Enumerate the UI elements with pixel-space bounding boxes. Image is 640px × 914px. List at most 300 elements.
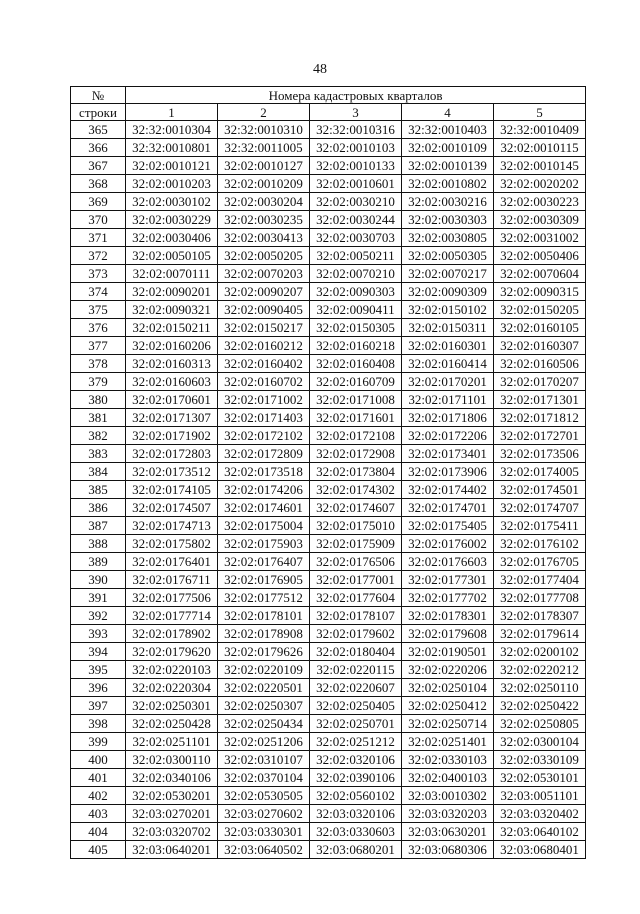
- table-row: [71, 211, 586, 229]
- quarter-number-cell: 32:02:0070604: [494, 265, 586, 283]
- quarter-number-cell: 32:32:0010304: [126, 121, 218, 139]
- quarter-number-cell: 32:02:0070203: [218, 265, 310, 283]
- table-row: [71, 193, 586, 211]
- quarter-number-cell: 32:02:0010133: [310, 157, 402, 175]
- table-row: [71, 373, 586, 391]
- quarter-number-cell: 32:02:0050406: [494, 247, 586, 265]
- quarter-number-cell: 32:02:0370104: [218, 769, 310, 787]
- quarter-number-cell: 32:02:0150102: [402, 301, 494, 319]
- quarter-number-cell: 32:02:0030235: [218, 211, 310, 229]
- quarter-number-cell: 32:02:0030303: [402, 211, 494, 229]
- quarter-number-cell: 32:02:0220212: [494, 661, 586, 679]
- row-number: 373: [71, 265, 126, 283]
- quarter-number-cell: 32:02:0176905: [218, 571, 310, 589]
- quarter-number-cell: 32:02:0251206: [218, 733, 310, 751]
- quarter-number-cell: 32:02:0179602: [310, 625, 402, 643]
- quarter-number-cell: 32:02:0176603: [402, 553, 494, 571]
- quarter-number-cell: 32:02:0174105: [126, 481, 218, 499]
- quarter-number-cell: 32:02:0090309: [402, 283, 494, 301]
- quarter-number-cell: 32:02:0010115: [494, 139, 586, 157]
- quarter-number-cell: 32:02:0250307: [218, 697, 310, 715]
- quarter-number-cell: 32:02:0010802: [402, 175, 494, 193]
- quarter-number-cell: 32:02:0175903: [218, 535, 310, 553]
- quarter-number-cell: 32:02:0250805: [494, 715, 586, 733]
- table-row: [71, 427, 586, 445]
- table-row: [71, 841, 586, 859]
- quarter-number-cell: 32:02:0177604: [310, 589, 402, 607]
- quarter-number-cell: 32:03:0270602: [218, 805, 310, 823]
- quarter-number-cell: 32:02:0150211: [126, 319, 218, 337]
- table-row: [71, 679, 586, 697]
- quarter-number-cell: 32:32:0010801: [126, 139, 218, 157]
- table-row: [71, 247, 586, 265]
- quarter-number-cell: 32:03:0640201: [126, 841, 218, 859]
- quarter-number-cell: 32:02:0310107: [218, 751, 310, 769]
- quarter-number-cell: 32:02:0176407: [218, 553, 310, 571]
- quarter-number-cell: 32:02:0177702: [402, 589, 494, 607]
- quarter-number-cell: 32:02:0530201: [126, 787, 218, 805]
- quarter-number-cell: 32:02:0170201: [402, 373, 494, 391]
- row-number: 387: [71, 517, 126, 535]
- quarter-number-cell: 32:02:0172701: [494, 427, 586, 445]
- quarter-number-cell: 32:02:0172102: [218, 427, 310, 445]
- table-body: [71, 121, 586, 859]
- quarter-number-cell: 32:02:0560102: [310, 787, 402, 805]
- quarter-number-cell: 32:32:0010409: [494, 121, 586, 139]
- row-number: 403: [71, 805, 126, 823]
- table-row: [71, 589, 586, 607]
- quarter-number-cell: 32:03:0330603: [310, 823, 402, 841]
- table-row: [71, 751, 586, 769]
- table-row: [71, 445, 586, 463]
- quarter-number-cell: 32:03:0630201: [402, 823, 494, 841]
- quarter-number-cell: 32:02:0176705: [494, 553, 586, 571]
- row-number: 401: [71, 769, 126, 787]
- row-number: 385: [71, 481, 126, 499]
- quarter-number-cell: 32:02:0171403: [218, 409, 310, 427]
- table-row: [71, 319, 586, 337]
- quarter-number-cell: 32:02:0170207: [494, 373, 586, 391]
- table-row: [71, 733, 586, 751]
- quarter-number-cell: 32:02:0160212: [218, 337, 310, 355]
- table-row: [71, 355, 586, 373]
- quarter-number-cell: 32:02:0250412: [402, 697, 494, 715]
- quarter-number-cell: 32:02:0175909: [310, 535, 402, 553]
- table-row: [71, 553, 586, 571]
- row-number: 396: [71, 679, 126, 697]
- page-number: 48: [313, 62, 327, 77]
- quarter-number-cell: 32:02:0030703: [310, 229, 402, 247]
- quarter-number-cell: 32:02:0220501: [218, 679, 310, 697]
- quarter-number-cell: 32:02:0030244: [310, 211, 402, 229]
- header-row-columns: [71, 104, 586, 121]
- row-number: 389: [71, 553, 126, 571]
- row-number: 370: [71, 211, 126, 229]
- column-header-2: 2: [218, 104, 310, 121]
- quarter-number-cell: 32:02:0170601: [126, 391, 218, 409]
- quarter-number-cell: 32:02:0174206: [218, 481, 310, 499]
- quarter-number-cell: 32:02:0090201: [126, 283, 218, 301]
- quarter-number-cell: 32:02:0020202: [494, 175, 586, 193]
- header-num-label: №: [71, 87, 126, 104]
- row-number: 371: [71, 229, 126, 247]
- table-row: [71, 481, 586, 499]
- column-header-1: 1: [126, 104, 218, 121]
- column-header-5: 5: [494, 104, 586, 121]
- quarter-number-cell: 32:02:0070210: [310, 265, 402, 283]
- quarter-number-cell: 32:02:0160603: [126, 373, 218, 391]
- row-number: 392: [71, 607, 126, 625]
- table-row: [71, 175, 586, 193]
- quarter-number-cell: 32:02:0250701: [310, 715, 402, 733]
- quarter-number-cell: 32:02:0030102: [126, 193, 218, 211]
- quarter-number-cell: 32:02:0176401: [126, 553, 218, 571]
- row-number: 394: [71, 643, 126, 661]
- quarter-number-cell: 32:02:0171008: [310, 391, 402, 409]
- header-row-top: [71, 87, 586, 104]
- row-number: 372: [71, 247, 126, 265]
- quarter-number-cell: 32:32:0010310: [218, 121, 310, 139]
- quarter-number-cell: 32:02:0160506: [494, 355, 586, 373]
- quarter-number-cell: 32:02:0171002: [218, 391, 310, 409]
- quarter-number-cell: 32:02:0175004: [218, 517, 310, 535]
- quarter-number-cell: 32:02:0330103: [402, 751, 494, 769]
- quarter-number-cell: 32:02:0250301: [126, 697, 218, 715]
- table-row: [71, 571, 586, 589]
- quarter-number-cell: 32:02:0171301: [494, 391, 586, 409]
- quarter-number-cell: 32:02:0030210: [310, 193, 402, 211]
- quarter-number-cell: 32:02:0176002: [402, 535, 494, 553]
- quarter-number-cell: 32:02:0090207: [218, 283, 310, 301]
- quarter-number-cell: 32:02:0177404: [494, 571, 586, 589]
- quarter-number-cell: 32:02:0178902: [126, 625, 218, 643]
- quarter-number-cell: 32:02:0250714: [402, 715, 494, 733]
- table-row: [71, 625, 586, 643]
- row-number: 381: [71, 409, 126, 427]
- header-group-title: Номера кадастровых кварталов: [126, 87, 586, 104]
- quarter-number-cell: 32:02:0173518: [218, 463, 310, 481]
- quarter-number-cell: 32:02:0160408: [310, 355, 402, 373]
- quarter-number-cell: 32:02:0171601: [310, 409, 402, 427]
- quarter-number-cell: 32:02:0251212: [310, 733, 402, 751]
- quarter-number-cell: 32:02:0090411: [310, 301, 402, 319]
- quarter-number-cell: 32:02:0250110: [494, 679, 586, 697]
- row-number: 367: [71, 157, 126, 175]
- table-row: [71, 157, 586, 175]
- table-row: [71, 643, 586, 661]
- quarter-number-cell: 32:02:0179620: [126, 643, 218, 661]
- quarter-number-cell: 32:02:0178101: [218, 607, 310, 625]
- quarter-number-cell: 32:02:0174507: [126, 499, 218, 517]
- quarter-number-cell: 32:02:0160206: [126, 337, 218, 355]
- quarter-number-cell: 32:02:0070111: [126, 265, 218, 283]
- quarter-number-cell: 32:03:0320203: [402, 805, 494, 823]
- quarter-number-cell: 32:02:0160301: [402, 337, 494, 355]
- quarter-number-cell: 32:02:0174005: [494, 463, 586, 481]
- row-number: 397: [71, 697, 126, 715]
- quarter-number-cell: 32:02:0250422: [494, 697, 586, 715]
- row-number: 382: [71, 427, 126, 445]
- quarter-number-cell: 32:02:0090405: [218, 301, 310, 319]
- quarter-number-cell: 32:02:0172908: [310, 445, 402, 463]
- quarter-number-cell: 32:02:0090303: [310, 283, 402, 301]
- table-row: [71, 265, 586, 283]
- quarter-number-cell: 32:02:0030309: [494, 211, 586, 229]
- quarter-number-cell: 32:02:0160414: [402, 355, 494, 373]
- row-number: 395: [71, 661, 126, 679]
- table-row: [71, 715, 586, 733]
- quarter-number-cell: 32:02:0171902: [126, 427, 218, 445]
- table-row: [71, 823, 586, 841]
- quarter-number-cell: 32:03:0640102: [494, 823, 586, 841]
- quarter-number-cell: 32:02:0030223: [494, 193, 586, 211]
- quarter-number-cell: 32:02:0179614: [494, 625, 586, 643]
- quarter-number-cell: 32:02:0177506: [126, 589, 218, 607]
- quarter-number-cell: 32:02:0178301: [402, 607, 494, 625]
- quarter-number-cell: 32:02:0173506: [494, 445, 586, 463]
- quarter-number-cell: 32:02:0150305: [310, 319, 402, 337]
- row-number: 375: [71, 301, 126, 319]
- quarter-number-cell: 32:03:0320402: [494, 805, 586, 823]
- header-num-sublabel: строки: [71, 104, 126, 121]
- quarter-number-cell: 32:02:0180404: [310, 643, 402, 661]
- quarter-number-cell: 32:02:0177708: [494, 589, 586, 607]
- quarter-number-cell: 32:02:0171806: [402, 409, 494, 427]
- quarter-number-cell: 32:02:0160307: [494, 337, 586, 355]
- quarter-number-cell: 32:02:0220103: [126, 661, 218, 679]
- quarter-number-cell: 32:02:0330109: [494, 751, 586, 769]
- quarter-number-cell: 32:02:0220206: [402, 661, 494, 679]
- quarter-number-cell: 32:02:0050211: [310, 247, 402, 265]
- row-number: 365: [71, 121, 126, 139]
- quarter-number-cell: 32:02:0177714: [126, 607, 218, 625]
- quarter-number-cell: 32:02:0340106: [126, 769, 218, 787]
- quarter-number-cell: 32:02:0300104: [494, 733, 586, 751]
- table-row: [71, 229, 586, 247]
- quarter-number-cell: 32:02:0174402: [402, 481, 494, 499]
- quarter-number-cell: 32:02:0174607: [310, 499, 402, 517]
- row-number: 379: [71, 373, 126, 391]
- row-number: 374: [71, 283, 126, 301]
- quarter-number-cell: 32:02:0172206: [402, 427, 494, 445]
- row-number: 393: [71, 625, 126, 643]
- table-row: [71, 661, 586, 679]
- row-number: 384: [71, 463, 126, 481]
- quarter-number-cell: 32:02:0010127: [218, 157, 310, 175]
- quarter-number-cell: 32:02:0050105: [126, 247, 218, 265]
- quarter-number-cell: 32:02:0250104: [402, 679, 494, 697]
- table-row: [71, 535, 586, 553]
- quarter-number-cell: 32:02:0090321: [126, 301, 218, 319]
- quarter-number-cell: 32:02:0251401: [402, 733, 494, 751]
- quarter-number-cell: 32:32:0010403: [402, 121, 494, 139]
- quarter-number-cell: 32:02:0050305: [402, 247, 494, 265]
- quarter-number-cell: 32:02:0030216: [402, 193, 494, 211]
- quarter-number-cell: 32:02:0160709: [310, 373, 402, 391]
- quarter-number-cell: 32:02:0150205: [494, 301, 586, 319]
- quarter-number-cell: 32:03:0320702: [126, 823, 218, 841]
- quarter-number-cell: 32:02:0179626: [218, 643, 310, 661]
- column-header-3: 3: [310, 104, 402, 121]
- row-number: 405: [71, 841, 126, 859]
- row-number: 391: [71, 589, 126, 607]
- quarter-number-cell: 32:02:0173512: [126, 463, 218, 481]
- quarter-number-cell: 32:02:0174701: [402, 499, 494, 517]
- quarter-number-cell: 32:02:0010601: [310, 175, 402, 193]
- table-row: [71, 337, 586, 355]
- quarter-number-cell: 32:02:0173804: [310, 463, 402, 481]
- row-number: 402: [71, 787, 126, 805]
- quarter-number-cell: 32:02:0090315: [494, 283, 586, 301]
- quarter-number-cell: 32:02:0400103: [402, 769, 494, 787]
- quarter-number-cell: 32:02:0177512: [218, 589, 310, 607]
- quarter-number-cell: 32:02:0250405: [310, 697, 402, 715]
- table-row: [71, 121, 586, 139]
- table-row: [71, 787, 586, 805]
- quarter-number-cell: 32:02:0030204: [218, 193, 310, 211]
- quarter-number-cell: 32:02:0220109: [218, 661, 310, 679]
- quarter-number-cell: 32:02:0174302: [310, 481, 402, 499]
- column-header-4: 4: [402, 104, 494, 121]
- row-number: 369: [71, 193, 126, 211]
- quarter-number-cell: 32:02:0030229: [126, 211, 218, 229]
- quarter-number-cell: 32:02:0250428: [126, 715, 218, 733]
- row-number: 390: [71, 571, 126, 589]
- quarter-number-cell: 32:02:0176506: [310, 553, 402, 571]
- quarter-number-cell: 32:02:0172809: [218, 445, 310, 463]
- cadastral-quarters-table: [70, 86, 586, 859]
- row-number: 378: [71, 355, 126, 373]
- quarter-number-cell: 32:03:0680306: [402, 841, 494, 859]
- table-row: [71, 805, 586, 823]
- quarter-number-cell: 32:02:0176102: [494, 535, 586, 553]
- quarter-number-cell: 32:02:0175802: [126, 535, 218, 553]
- quarter-number-cell: 32:02:0150217: [218, 319, 310, 337]
- quarter-number-cell: 32:02:0200102: [494, 643, 586, 661]
- quarter-number-cell: 32:02:0050205: [218, 247, 310, 265]
- quarter-number-cell: 32:02:0179608: [402, 625, 494, 643]
- quarter-number-cell: 32:02:0178908: [218, 625, 310, 643]
- quarter-number-cell: 32:02:0177301: [402, 571, 494, 589]
- row-number: 386: [71, 499, 126, 517]
- quarter-number-cell: 32:02:0010103: [310, 139, 402, 157]
- table-row: [71, 463, 586, 481]
- quarter-number-cell: 32:02:0175411: [494, 517, 586, 535]
- quarter-number-cell: 32:02:0173906: [402, 463, 494, 481]
- quarter-number-cell: 32:02:0171812: [494, 409, 586, 427]
- quarter-number-cell: 32:03:0051101: [494, 787, 586, 805]
- quarter-number-cell: 32:02:0160105: [494, 319, 586, 337]
- quarter-number-cell: 32:02:0010209: [218, 175, 310, 193]
- quarter-number-cell: 32:02:0010121: [126, 157, 218, 175]
- table-row: [71, 607, 586, 625]
- table-row: [71, 301, 586, 319]
- quarter-number-cell: 32:02:0172108: [310, 427, 402, 445]
- quarter-number-cell: 32:02:0220115: [310, 661, 402, 679]
- quarter-number-cell: 32:02:0174601: [218, 499, 310, 517]
- quarter-number-cell: 32:03:0680401: [494, 841, 586, 859]
- quarter-number-cell: 32:02:0174713: [126, 517, 218, 535]
- row-number: 377: [71, 337, 126, 355]
- quarter-number-cell: 32:02:0175405: [402, 517, 494, 535]
- quarter-number-cell: 32:32:0010316: [310, 121, 402, 139]
- quarter-number-cell: 32:03:0680201: [310, 841, 402, 859]
- quarter-number-cell: 32:02:0176711: [126, 571, 218, 589]
- quarter-number-cell: 32:02:0160702: [218, 373, 310, 391]
- table-row: [71, 139, 586, 157]
- quarter-number-cell: 32:02:0150311: [402, 319, 494, 337]
- row-number: 388: [71, 535, 126, 553]
- quarter-number-cell: 32:02:0174707: [494, 499, 586, 517]
- quarter-number-cell: 32:02:0250434: [218, 715, 310, 733]
- quarter-number-cell: 32:02:0220304: [126, 679, 218, 697]
- quarter-number-cell: 32:03:0010302: [402, 787, 494, 805]
- quarter-number-cell: 32:02:0174501: [494, 481, 586, 499]
- row-number: 376: [71, 319, 126, 337]
- quarter-number-cell: 32:02:0530505: [218, 787, 310, 805]
- quarter-number-cell: 32:02:0177001: [310, 571, 402, 589]
- quarter-number-cell: 32:02:0530101: [494, 769, 586, 787]
- table-row: [71, 517, 586, 535]
- row-number: 404: [71, 823, 126, 841]
- quarter-number-cell: 32:02:0178107: [310, 607, 402, 625]
- table-row: [71, 391, 586, 409]
- quarter-number-cell: 32:02:0010203: [126, 175, 218, 193]
- quarter-number-cell: 32:02:0390106: [310, 769, 402, 787]
- quarter-number-cell: 32:02:0010109: [402, 139, 494, 157]
- quarter-number-cell: 32:02:0031002: [494, 229, 586, 247]
- quarter-number-cell: 32:03:0270201: [126, 805, 218, 823]
- row-number: 380: [71, 391, 126, 409]
- quarter-number-cell: 32:03:0640502: [218, 841, 310, 859]
- row-number: 368: [71, 175, 126, 193]
- quarter-number-cell: 32:02:0030805: [402, 229, 494, 247]
- table-row: [71, 769, 586, 787]
- row-number: 366: [71, 139, 126, 157]
- row-number: 383: [71, 445, 126, 463]
- quarter-number-cell: 32:02:0320106: [310, 751, 402, 769]
- quarter-number-cell: 32:03:0320106: [310, 805, 402, 823]
- quarter-number-cell: 32:02:0173401: [402, 445, 494, 463]
- quarter-number-cell: 32:02:0070217: [402, 265, 494, 283]
- quarter-number-cell: 32:02:0251101: [126, 733, 218, 751]
- quarter-number-cell: 32:02:0220607: [310, 679, 402, 697]
- row-number: 400: [71, 751, 126, 769]
- quarter-number-cell: 32:02:0190501: [402, 643, 494, 661]
- quarter-number-cell: 32:02:0300110: [126, 751, 218, 769]
- quarter-number-cell: 32:02:0160218: [310, 337, 402, 355]
- quarter-number-cell: 32:02:0171307: [126, 409, 218, 427]
- quarter-number-cell: 32:03:0330301: [218, 823, 310, 841]
- table-row: [71, 409, 586, 427]
- quarter-number-cell: 32:02:0160313: [126, 355, 218, 373]
- quarter-number-cell: 32:02:0030413: [218, 229, 310, 247]
- quarter-number-cell: 32:02:0010139: [402, 157, 494, 175]
- table-row: [71, 499, 586, 517]
- quarter-number-cell: 32:02:0178307: [494, 607, 586, 625]
- row-number: 398: [71, 715, 126, 733]
- quarter-number-cell: 32:02:0010145: [494, 157, 586, 175]
- quarter-number-cell: 32:32:0011005: [218, 139, 310, 157]
- quarter-number-cell: 32:02:0171101: [402, 391, 494, 409]
- row-number: 399: [71, 733, 126, 751]
- quarter-number-cell: 32:02:0160402: [218, 355, 310, 373]
- quarter-number-cell: 32:02:0175010: [310, 517, 402, 535]
- table-row: [71, 697, 586, 715]
- quarter-number-cell: 32:02:0172803: [126, 445, 218, 463]
- table-row: [71, 283, 586, 301]
- quarter-number-cell: 32:02:0030406: [126, 229, 218, 247]
